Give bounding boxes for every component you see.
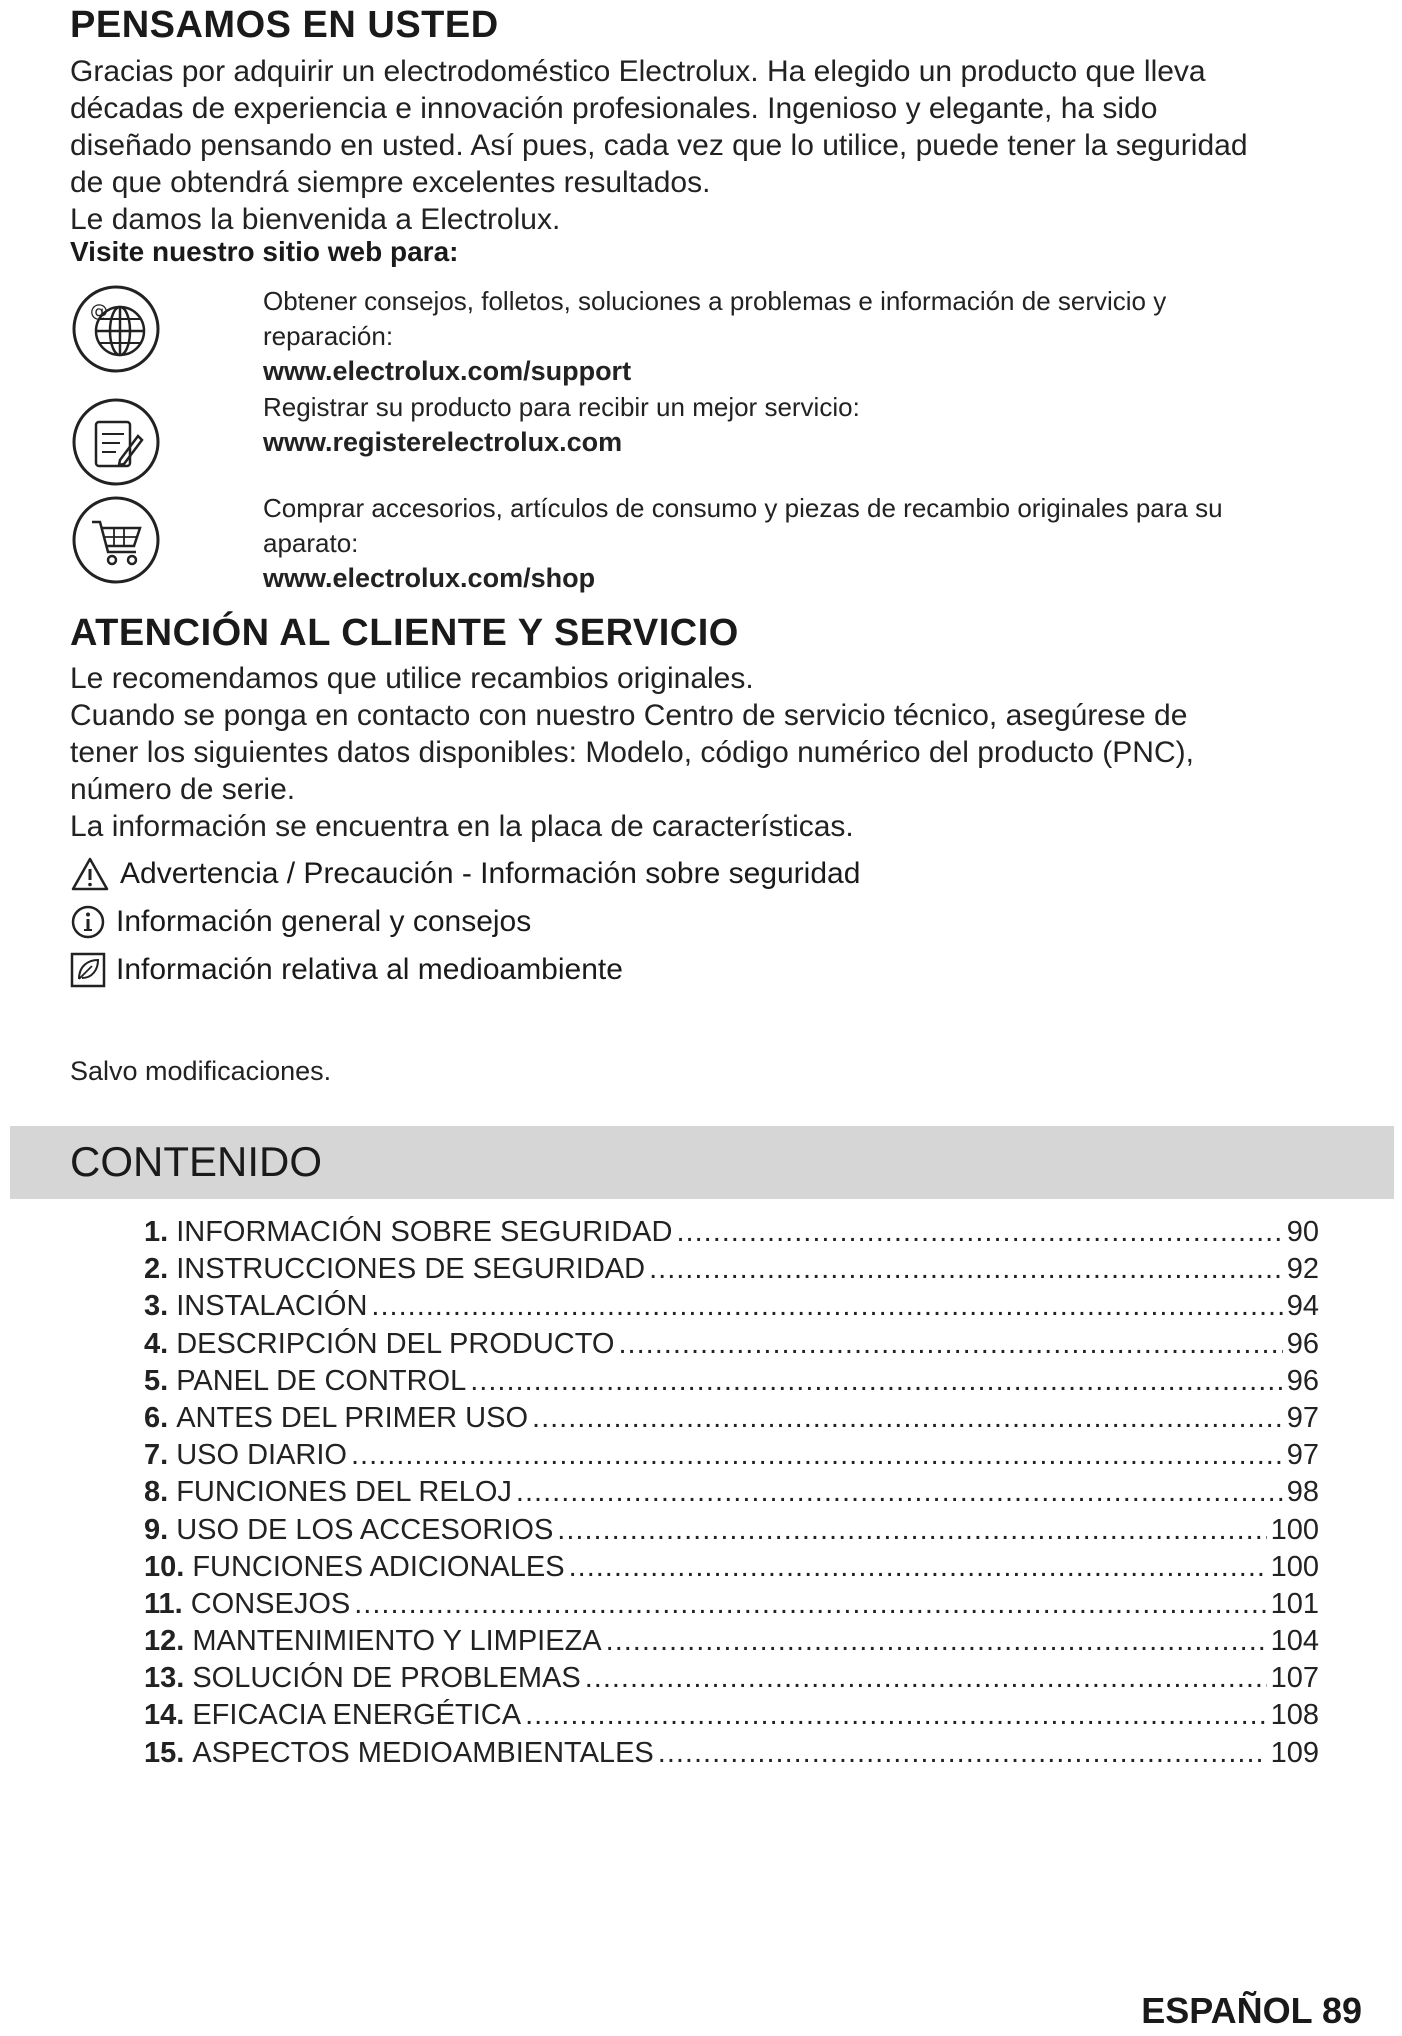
toc-entry[interactable] (144, 1439, 1319, 1476)
toc-entry-label: FUNCIONES DEL RELOJ (176, 1476, 512, 1509)
toc-entry-label: FUNCIONES ADICIONALES (192, 1550, 565, 1583)
customer-line: tener los siguientes datos disponibles: Modelo, código numérico del producto (PNC), (70, 736, 1194, 769)
toc-entry[interactable] (144, 1662, 1319, 1699)
toc-entry[interactable] (144, 1625, 1319, 1662)
toc-entry-number: 1. (144, 1216, 169, 1248)
toc-leader-dots (618, 1328, 1282, 1361)
toc-entry-label: MANTENIMIENTO Y LIMPIEZA (192, 1625, 602, 1658)
toc-entry-number: 12. (144, 1625, 185, 1658)
toc-entry[interactable] (144, 1253, 1319, 1290)
legend-environment (70, 952, 623, 988)
toc-entry[interactable] (144, 1514, 1319, 1551)
info-icon (70, 904, 106, 940)
toc-entry-page: 92 (1286, 1253, 1319, 1286)
service-description: reparación: (263, 321, 394, 351)
toc-entry[interactable] (144, 1290, 1319, 1327)
toc-entry-number: 9. (144, 1513, 169, 1546)
intro-line: décadas de experiencia e innovación profesionales. Ingenioso y elegante, ha sido (70, 92, 1158, 125)
service-description: aparato: (263, 528, 359, 558)
customer-line: número de serie. (70, 773, 296, 806)
legend-info (70, 904, 531, 940)
table-of-contents (144, 1216, 1319, 1774)
customer-line: La información se encuentra en la placa de características. (70, 810, 854, 843)
service-item-support (263, 284, 1373, 389)
service-description: Comprar accesorios, artículos de consumo y piezas de recambio originales para su (263, 493, 1223, 523)
toc-entry-label: CONSEJOS (190, 1587, 351, 1620)
toc-leader-dots (470, 1365, 1282, 1398)
disclaimer-note: Salvo modificaciones. (70, 1056, 332, 1086)
customer-heading: ATENCIÓN AL CLIENTE Y SERVICIO (70, 612, 739, 654)
toc-leader-dots (351, 1439, 1283, 1472)
toc-leader-dots (606, 1625, 1267, 1658)
visit-label: Visite nuestro sitio web para: (70, 236, 459, 267)
intro-line: de que obtendrá siempre excelentes resultados. (70, 166, 711, 199)
legend-text: Advertencia / Precaución - Información sobre seguridad (120, 857, 861, 890)
toc-leader-dots (532, 1402, 1283, 1435)
page-footer: ESPAÑOL 89 (1141, 1990, 1362, 2031)
legend-warning (70, 856, 860, 892)
toc-entry-number: 2. (144, 1253, 169, 1286)
toc-entry-label: PANEL DE CONTROL (176, 1364, 467, 1397)
toc-entry-number: 8. (144, 1476, 169, 1509)
legend-text: Información relativa al medioambiente (116, 953, 623, 986)
toc-entry-label: USO DE LOS ACCESORIOS (176, 1513, 554, 1546)
toc-entry-number: 3. (144, 1290, 169, 1323)
service-item-shop (263, 491, 1373, 596)
toc-entry-label: EFICACIA ENERGÉTICA (192, 1699, 522, 1732)
toc-entry-page: 96 (1286, 1364, 1319, 1397)
toc-entry[interactable] (144, 1737, 1319, 1774)
toc-leader-dots (569, 1551, 1267, 1584)
toc-entry-label: SOLUCIÓN DE PROBLEMAS (192, 1662, 581, 1695)
intro-line: Le damos la bienvenida a Electrolux. (70, 203, 561, 236)
toc-entry[interactable] (144, 1402, 1319, 1439)
customer-line: Le recomendamos que utilice recambios originales. (70, 662, 754, 695)
toc-entry[interactable] (144, 1365, 1319, 1402)
svg-text:@: @ (90, 301, 108, 322)
globe-icon (70, 283, 162, 375)
toc-entry-label: ANTES DEL PRIMER USO (176, 1401, 529, 1434)
toc-leader-dots (676, 1216, 1282, 1249)
toc-entry-page: 104 (1270, 1625, 1319, 1658)
toc-entry-page: 100 (1270, 1550, 1319, 1583)
toc-leader-dots (354, 1588, 1266, 1621)
toc-entry-label: ASPECTOS MEDIOAMBIENTALES (192, 1736, 654, 1769)
toc-entry[interactable] (144, 1476, 1319, 1513)
toc-title: CONTENIDO (70, 1138, 322, 1185)
service-item-register (263, 390, 1373, 460)
toc-entry-page: 97 (1286, 1439, 1319, 1472)
toc-entry[interactable] (144, 1699, 1319, 1736)
leaf-icon (70, 952, 106, 988)
legend-text: Información general y consejos (116, 905, 532, 938)
toc-entry-page: 100 (1270, 1513, 1319, 1546)
warning-icon (70, 856, 110, 892)
toc-entry-page: 101 (1270, 1587, 1319, 1620)
service-description: Obtener consejos, folletos, soluciones a problemas e información de servicio y (263, 286, 1167, 316)
toc-entry-number: 10. (144, 1550, 185, 1583)
toc-entry-page: 97 (1286, 1401, 1319, 1434)
support-link[interactable]: www.electrolux.com/support (263, 356, 632, 386)
toc-entry-page: 90 (1286, 1216, 1319, 1248)
toc-entry[interactable] (144, 1551, 1319, 1588)
toc-entry-label: INFORMACIÓN SOBRE SEGURIDAD (176, 1216, 673, 1248)
toc-entry-page: 94 (1286, 1290, 1319, 1323)
toc-entry-page: 98 (1286, 1476, 1319, 1509)
toc-entry-label: INSTRUCCIONES DE SEGURIDAD (176, 1253, 646, 1286)
intro-paragraph (70, 53, 1390, 238)
toc-leader-dots (658, 1737, 1267, 1770)
toc-entry-label: DESCRIPCIÓN DEL PRODUCTO (176, 1327, 615, 1360)
shop-link[interactable]: www.electrolux.com/shop (263, 563, 596, 593)
shopping-cart-icon (70, 494, 162, 586)
toc-leader-dots (525, 1699, 1267, 1732)
toc-entry-page: 107 (1270, 1662, 1319, 1695)
intro-line: diseñado pensando en usted. Así pues, cada vez que lo utilice, puede tener la seguridad (70, 129, 1248, 162)
toc-entry-number: 13. (144, 1662, 185, 1695)
service-description: Registrar su producto para recibir un mejor servicio: (263, 392, 860, 422)
toc-entry-label: INSTALACIÓN (176, 1290, 368, 1323)
customer-paragraph (70, 660, 1370, 845)
toc-entry[interactable] (144, 1588, 1319, 1625)
toc-leader-dots (585, 1662, 1267, 1695)
register-link[interactable]: www.registerelectrolux.com (263, 427, 623, 457)
toc-entry-number: 7. (144, 1439, 169, 1472)
toc-entry-page: 96 (1286, 1327, 1319, 1360)
toc-entry-number: 6. (144, 1401, 169, 1434)
intro-line: Gracias por adquirir un electrodoméstico Electrolux. Ha elegido un producto que lleva (70, 55, 1206, 88)
toc-entry-page: 109 (1270, 1736, 1319, 1769)
intro-heading: PENSAMOS EN USTED (70, 4, 499, 46)
toc-entry[interactable] (144, 1328, 1319, 1365)
toc-entry-label: USO DIARIO (176, 1439, 347, 1472)
toc-leader-dots (557, 1514, 1266, 1547)
toc-entry[interactable] (144, 1216, 1319, 1253)
toc-entry-number: 5. (144, 1364, 169, 1397)
register-icon (70, 396, 162, 488)
toc-entry-number: 14. (144, 1699, 185, 1732)
toc-leader-dots (371, 1290, 1282, 1323)
toc-leader-dots (649, 1253, 1283, 1286)
toc-entry-number: 11. (144, 1587, 183, 1620)
toc-entry-number: 15. (144, 1736, 185, 1769)
customer-line: Cuando se ponga en contacto con nuestro Centro de servicio técnico, asegúrese de (70, 699, 1188, 732)
toc-entry-number: 4. (144, 1327, 169, 1360)
toc-entry-page: 108 (1270, 1699, 1319, 1732)
toc-leader-dots (516, 1476, 1283, 1509)
